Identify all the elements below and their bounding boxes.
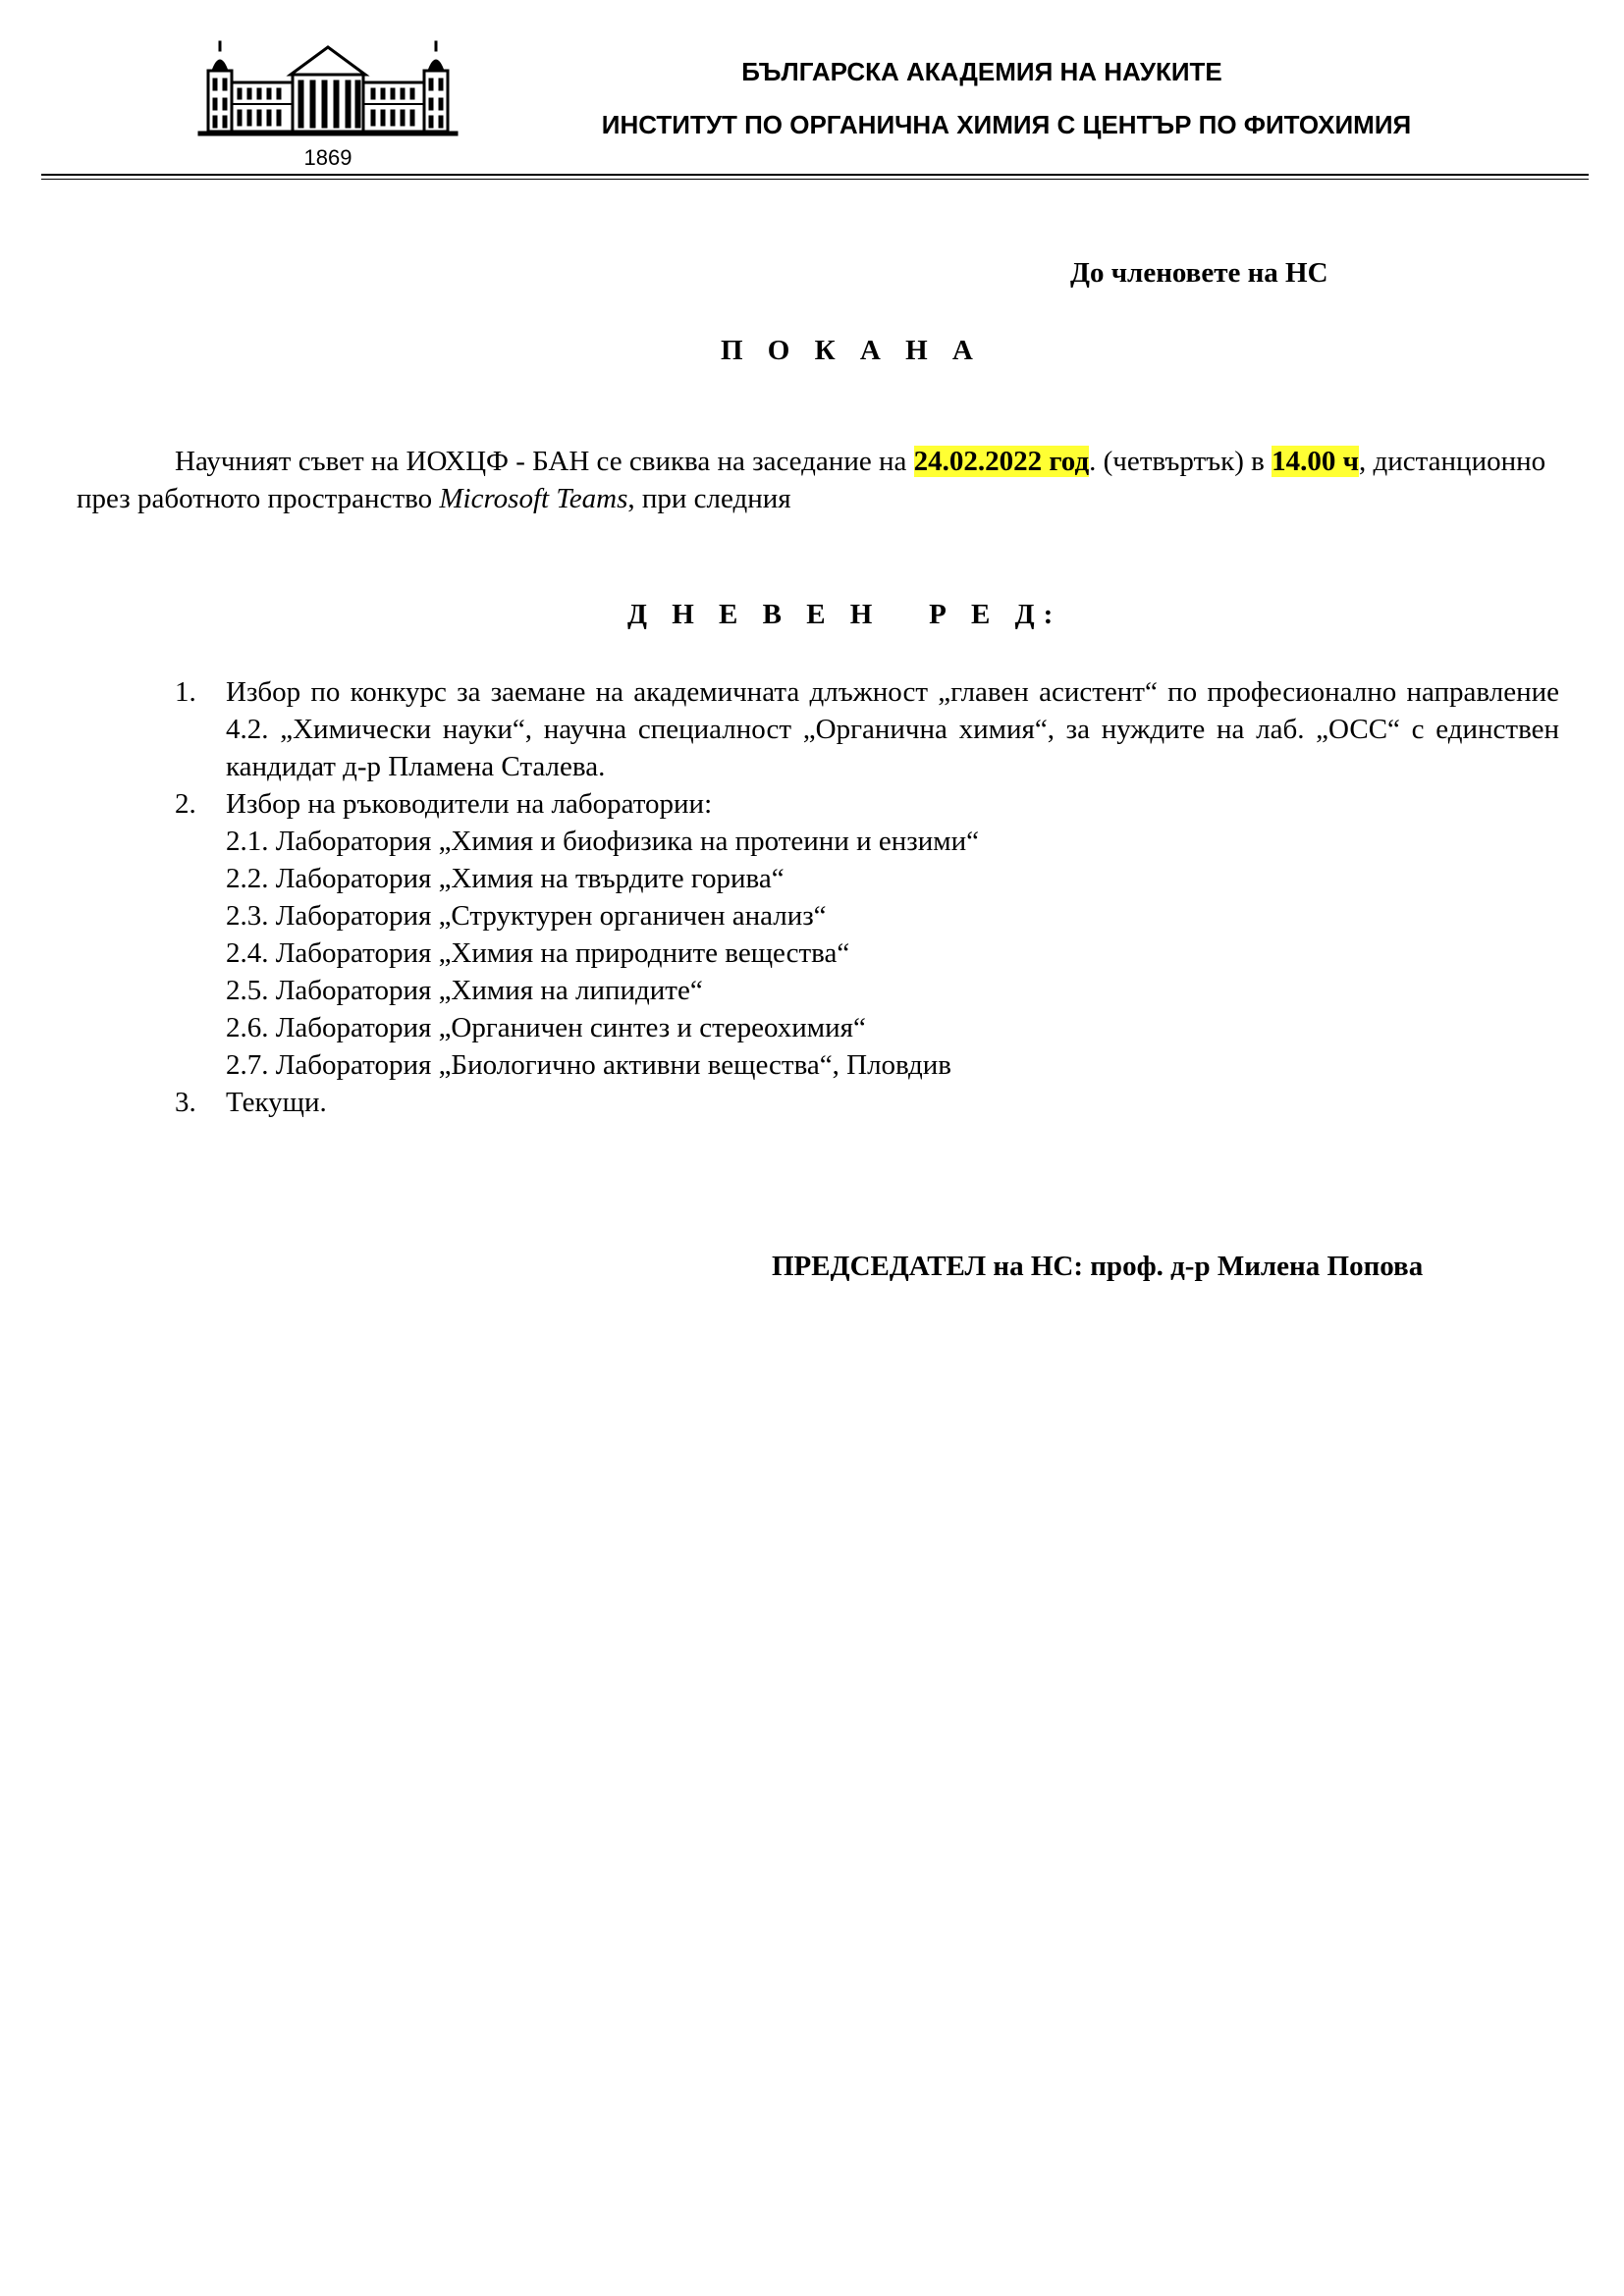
agenda-subitem: 2.6. Лаборатория „Органичен синтез и стереохимия“ [226, 1012, 866, 1043]
logo-year: 1869 [303, 145, 352, 170]
agenda-subitem: 2.1. Лаборатория „Химия и биофизика на протеини и ензими“ [226, 826, 979, 857]
intro-text-4: , при следния [627, 483, 791, 514]
agenda-item-text: Избор по конкурс за заемане на академичната длъжност „главен асистент“ по професионално направление 4.2. „Химически науки“, научна специалност „Органична химия“, за нуждите на лаб. „ОСС“ с единствен кандидат д-р Пламена Сталева. [226, 676, 1559, 782]
agenda-item-text: Текущи. [226, 1087, 327, 1118]
addressee: До членовете на НС [1070, 257, 1328, 289]
agenda-item-1 [175, 673, 1559, 785]
agenda-subitem: 2.3. Лаборатория „Структурен органичен анализ“ [226, 900, 827, 932]
agenda-subitem: 2.7. Лаборатория „Биологично активни вещества“, Пловдив [226, 1049, 951, 1081]
header-divider [41, 174, 1589, 176]
agenda-item-text: Избор на ръководители на лаборатории: [226, 788, 713, 820]
meeting-time: 14.00 ч [1272, 446, 1359, 477]
academy-building-icon [194, 35, 461, 137]
agenda-item-2 [175, 785, 1559, 823]
agenda-subitem: 2.2. Лаборатория „Химия на твърдите горива“ [226, 863, 785, 894]
invitation-title: П О К А Н А [721, 335, 982, 366]
academy-name: БЪЛГАРСКА АКАДЕМИЯ НА НАУКИТЕ [741, 57, 1222, 86]
agenda-item-number: 3. [175, 1087, 196, 1118]
intro-text-1: Научният съвет на ИОХЦФ - БАН се свиква на заседание на [175, 446, 914, 477]
institute-name: ИНСТИТУТ ПО ОРГАНИЧНА ХИМИЯ С ЦЕНТЪР ПО ФИТОХИМИЯ [601, 110, 1412, 139]
meeting-platform: Microsoft Teams [439, 483, 628, 514]
agenda-list [175, 673, 1559, 1121]
intro-text-2: . (четвъртък) в [1089, 446, 1272, 477]
intro-text-3: , дистанционно през работното пространство [77, 446, 1546, 514]
agenda-subitem: 2.5. Лаборатория „Химия на липидите“ [226, 975, 703, 1006]
agenda-title: Д Н Е В Е Н Р Е Д: [627, 599, 1062, 630]
institute-logo [194, 35, 461, 173]
chairman-signature-line: ПРЕДСЕДАТЕЛ на НС: проф. д-р Милена Попова [772, 1251, 1424, 1282]
agenda-item-number: 2. [175, 788, 196, 820]
meeting-date: 24.02.2022 год [913, 446, 1090, 477]
agenda-item-3 [175, 1084, 1559, 1121]
agenda-subitem: 2.4. Лаборатория „Химия на природните вещества“ [226, 937, 850, 969]
header-divider-thin [41, 179, 1589, 180]
agenda-item-number: 1. [175, 676, 196, 708]
intro-paragraph [77, 443, 1559, 517]
